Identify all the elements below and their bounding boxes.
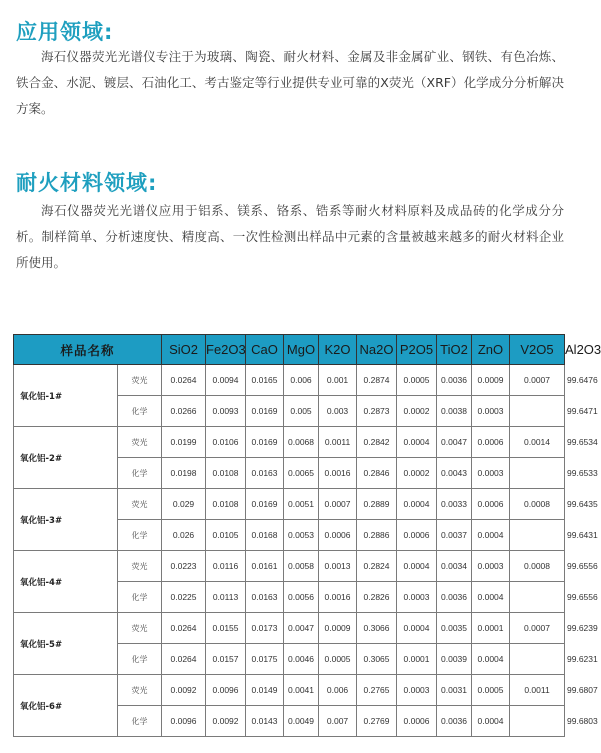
value-cell: 0.029 [162, 489, 206, 520]
value-cell: 0.0002 [397, 458, 437, 489]
value-cell: 0.0039 [437, 644, 472, 675]
method-cell: 荧光 [118, 365, 162, 396]
value-cell: 0.0005 [472, 675, 510, 706]
value-cell: 0.0004 [397, 551, 437, 582]
value-cell: 0.0169 [246, 396, 284, 427]
value-cell: 0.0016 [319, 458, 357, 489]
method-cell: 荧光 [118, 675, 162, 706]
value-cell: 0.0155 [206, 613, 246, 644]
value-cell: 0.0068 [284, 427, 319, 458]
section-title-applications: 应用领域: [16, 20, 114, 44]
value-cell: 0.0004 [397, 489, 437, 520]
value-cell: 0.0011 [319, 427, 357, 458]
header-col: SiO2 [162, 335, 206, 365]
value-cell: 0.2889 [357, 489, 397, 520]
sample-name-cell: 氧化铝-4# [14, 551, 118, 613]
value-cell: 0.0161 [246, 551, 284, 582]
header-col: MgO [284, 335, 319, 365]
value-cell: 0.0149 [246, 675, 284, 706]
header-col: Fe2O3 [206, 335, 246, 365]
value-cell: 0.0007 [510, 613, 565, 644]
table-row: 氧化铝-5# 荧光 0.0264 0.0155 0.0173 0.0047 0.0009 0.3066 0.0004 0.0035 0.0001 0.0007 99.6239 [14, 613, 565, 644]
table-row: 氧化铝-3# 荧光 0.029 0.0108 0.0169 0.0051 0.0007 0.2889 0.0004 0.0033 0.0006 0.0008 99.6435 [14, 489, 565, 520]
method-cell: 化学 [118, 520, 162, 551]
value-cell: 0.0047 [284, 613, 319, 644]
value-cell: 0.0169 [246, 427, 284, 458]
value-cell: 0.0036 [437, 706, 472, 737]
value-cell: 0.0006 [319, 520, 357, 551]
value-cell: 0.0004 [472, 520, 510, 551]
value-cell: 0.0056 [284, 582, 319, 613]
sample-name-cell: 氧化铝-3# [14, 489, 118, 551]
value-cell: 0.0094 [206, 365, 246, 396]
value-cell: 0.0005 [319, 644, 357, 675]
comparison-table [13, 334, 601, 737]
value-cell: 0.0004 [472, 582, 510, 613]
method-cell: 化学 [118, 706, 162, 737]
section-title-refractory: 耐火材料领域: [16, 171, 158, 195]
value-cell: 0.2873 [357, 396, 397, 427]
value-cell: 0.0003 [472, 458, 510, 489]
value-cell [510, 520, 565, 551]
sample-name-cell: 氧化铝-5# [14, 613, 118, 675]
method-cell: 化学 [118, 582, 162, 613]
value-cell: 0.0225 [162, 582, 206, 613]
value-cell: 0.0199 [162, 427, 206, 458]
table-row: 氧化铝-4# 荧光 0.0223 0.0116 0.0161 0.0058 0.0013 0.2824 0.0004 0.0034 0.0003 0.0008 99.6556 [14, 551, 565, 582]
table-row: 氧化铝-2# 荧光 0.0199 0.0106 0.0169 0.0068 0.0011 0.2842 0.0004 0.0047 0.0006 0.0014 99.6534 [14, 427, 565, 458]
table-row: 氧化铝-6# 荧光 0.0092 0.0096 0.0149 0.0041 0.006 0.2765 0.0003 0.0031 0.0005 0.0011 99.6807 [14, 675, 565, 706]
value-cell: 0.007 [319, 706, 357, 737]
sample-name-cell: 氧化铝-2# [14, 427, 118, 489]
value-cell: 0.0001 [472, 613, 510, 644]
method-cell: 荧光 [118, 427, 162, 458]
value-cell: 0.0157 [206, 644, 246, 675]
value-cell: 0.0163 [246, 582, 284, 613]
value-cell: 0.0004 [397, 427, 437, 458]
value-cell [510, 582, 565, 613]
value-cell: 0.0041 [284, 675, 319, 706]
value-cell: 0.0169 [246, 489, 284, 520]
header-sample-name: 样品名称 [14, 335, 162, 365]
value-cell: 0.0053 [284, 520, 319, 551]
value-cell: 0.0004 [397, 613, 437, 644]
value-cell: 0.0013 [319, 551, 357, 582]
value-cell: 0.0165 [246, 365, 284, 396]
value-cell: 0.0003 [472, 551, 510, 582]
section-body-refractory: 海石仪器荧光光谱仪应用于铝系、镁系、铬系、锆系等耐火材料原料及成品砖的化学成分分析。制样简单、分析速度快、精度高、一次性检测出样品中元素的含量被越来越多的耐火材料企业所使用。 [16, 203, 564, 270]
header-col: P2O5 [397, 335, 437, 365]
value-cell: 0.001 [319, 365, 357, 396]
value-cell: 0.006 [319, 675, 357, 706]
value-cell: 0.0009 [472, 365, 510, 396]
value-cell: 0.0004 [472, 706, 510, 737]
value-cell: 0.0058 [284, 551, 319, 582]
method-cell: 化学 [118, 396, 162, 427]
value-cell: 0.0003 [397, 675, 437, 706]
value-cell: 0.0003 [397, 582, 437, 613]
value-cell: 0.0173 [246, 613, 284, 644]
table-row: 化学 0.0264 0.0157 0.0175 0.0046 0.0005 0.3065 0.0001 0.0039 0.0004 99.6231 [14, 644, 565, 675]
value-cell: 0.0223 [162, 551, 206, 582]
value-cell: 0.0002 [397, 396, 437, 427]
table-row: 氧化铝-1# 荧光 0.0264 0.0094 0.0165 0.006 0.001 0.2874 0.0005 0.0036 0.0009 0.0007 99.6476 [14, 365, 565, 396]
value-cell: 0.0016 [319, 582, 357, 613]
value-cell: 0.0034 [437, 551, 472, 582]
value-cell: 0.003 [319, 396, 357, 427]
value-cell: 0.0264 [162, 644, 206, 675]
header-col: K2O [319, 335, 357, 365]
value-cell: 0.0163 [246, 458, 284, 489]
table-row: 化学 0.0225 0.0113 0.0163 0.0056 0.0016 0.2826 0.0003 0.0036 0.0004 99.6556 [14, 582, 565, 613]
value-cell: 0.2846 [357, 458, 397, 489]
method-cell: 化学 [118, 644, 162, 675]
value-cell: 0.0049 [284, 706, 319, 737]
value-cell: 0.0113 [206, 582, 246, 613]
header-col: V2O5 [510, 335, 565, 365]
value-cell: 0.0047 [437, 427, 472, 458]
method-cell: 荧光 [118, 551, 162, 582]
table-row: 化学 0.026 0.0105 0.0168 0.0053 0.0006 0.2886 0.0006 0.0037 0.0004 99.6431 [14, 520, 565, 551]
value-cell: 0.0037 [437, 520, 472, 551]
section-body-applications: 海石仪器荧光光谱仪专注于为玻璃、陶瓷、耐火材料、金属及非金属矿业、钢铁、有色冶炼、铁合金、水泥、镀层、石油化工、考古鉴定等行业提供专业可靠的X荧光（XRF）化学成分分析解决方案。 [16, 49, 564, 116]
table-row: 化学 0.0198 0.0108 0.0163 0.0065 0.0016 0.2846 0.0002 0.0043 0.0003 99.6533 [14, 458, 565, 489]
value-cell: 0.0175 [246, 644, 284, 675]
value-cell: 0.0008 [510, 551, 565, 582]
value-cell: 0.0046 [284, 644, 319, 675]
value-cell: 0.0003 [472, 396, 510, 427]
value-cell: 0.3065 [357, 644, 397, 675]
value-cell: 0.2826 [357, 582, 397, 613]
value-cell: 0.0036 [437, 365, 472, 396]
method-cell: 化学 [118, 458, 162, 489]
table-header-row: 样品名称 SiO2 Fe2O3 CaO MgO K2O Na2O P2O5 TiO2 ZnO V2O5 Al2O3 [14, 335, 565, 365]
value-cell: 0.0035 [437, 613, 472, 644]
value-cell: 0.2886 [357, 520, 397, 551]
value-cell: 0.0092 [162, 675, 206, 706]
value-cell: 0.0108 [206, 489, 246, 520]
value-cell: 0.0007 [510, 365, 565, 396]
value-cell: 0.0065 [284, 458, 319, 489]
value-cell: 0.0038 [437, 396, 472, 427]
header-col: Na2O [357, 335, 397, 365]
value-cell [510, 706, 565, 737]
value-cell: 0.2765 [357, 675, 397, 706]
value-cell: 0.0036 [437, 582, 472, 613]
value-cell: 0.0051 [284, 489, 319, 520]
value-cell: 0.2769 [357, 706, 397, 737]
method-cell: 荧光 [118, 489, 162, 520]
value-cell: 0.2842 [357, 427, 397, 458]
value-cell: 0.0031 [437, 675, 472, 706]
value-cell: 0.0001 [397, 644, 437, 675]
value-cell: 0.0005 [397, 365, 437, 396]
table-body [14, 365, 598, 737]
value-cell [510, 396, 565, 427]
header-col: CaO [246, 335, 284, 365]
method-cell: 荧光 [118, 613, 162, 644]
sample-name-cell: 氧化铝-6# [14, 675, 118, 737]
value-cell [510, 644, 565, 675]
value-cell: 0.0007 [319, 489, 357, 520]
value-cell: 0.0011 [510, 675, 565, 706]
value-cell: 0.0198 [162, 458, 206, 489]
value-cell: 0.2874 [357, 365, 397, 396]
value-cell: 0.005 [284, 396, 319, 427]
value-cell: 0.0093 [206, 396, 246, 427]
value-cell: 0.0004 [472, 644, 510, 675]
value-cell: 0.0006 [397, 706, 437, 737]
value-cell: 0.0043 [437, 458, 472, 489]
table-row: 化学 0.0096 0.0092 0.0143 0.0049 0.007 0.2769 0.0006 0.0036 0.0004 99.6803 [14, 706, 565, 737]
value-cell: 0.0264 [162, 613, 206, 644]
value-cell: 0.0006 [472, 489, 510, 520]
value-cell: 0.0168 [246, 520, 284, 551]
value-cell: 0.0092 [206, 706, 246, 737]
value-cell: 0.0096 [206, 675, 246, 706]
value-cell: 0.0033 [437, 489, 472, 520]
value-cell: 0.0266 [162, 396, 206, 427]
value-cell: 0.0006 [472, 427, 510, 458]
value-cell: 0.0096 [162, 706, 206, 737]
value-cell: 0.0108 [206, 458, 246, 489]
value-cell: 0.0106 [206, 427, 246, 458]
value-cell: 0.0014 [510, 427, 565, 458]
value-cell: 0.0116 [206, 551, 246, 582]
value-cell: 0.026 [162, 520, 206, 551]
value-cell: 0.0264 [162, 365, 206, 396]
value-cell: 0.0006 [397, 520, 437, 551]
value-cell: 0.0105 [206, 520, 246, 551]
value-cell: 0.3066 [357, 613, 397, 644]
value-cell [510, 458, 565, 489]
value-cell: 0.0143 [246, 706, 284, 737]
value-cell: 0.2824 [357, 551, 397, 582]
header-col: ZnO [472, 335, 510, 365]
value-cell: 0.0009 [319, 613, 357, 644]
value-cell: 0.0008 [510, 489, 565, 520]
value-cell: 0.006 [284, 365, 319, 396]
table-row: 化学 0.0266 0.0093 0.0169 0.005 0.003 0.2873 0.0002 0.0038 0.0003 99.6471 [14, 396, 565, 427]
sample-name-cell: 氧化铝-1# [14, 365, 118, 427]
header-col: TiO2 [437, 335, 472, 365]
